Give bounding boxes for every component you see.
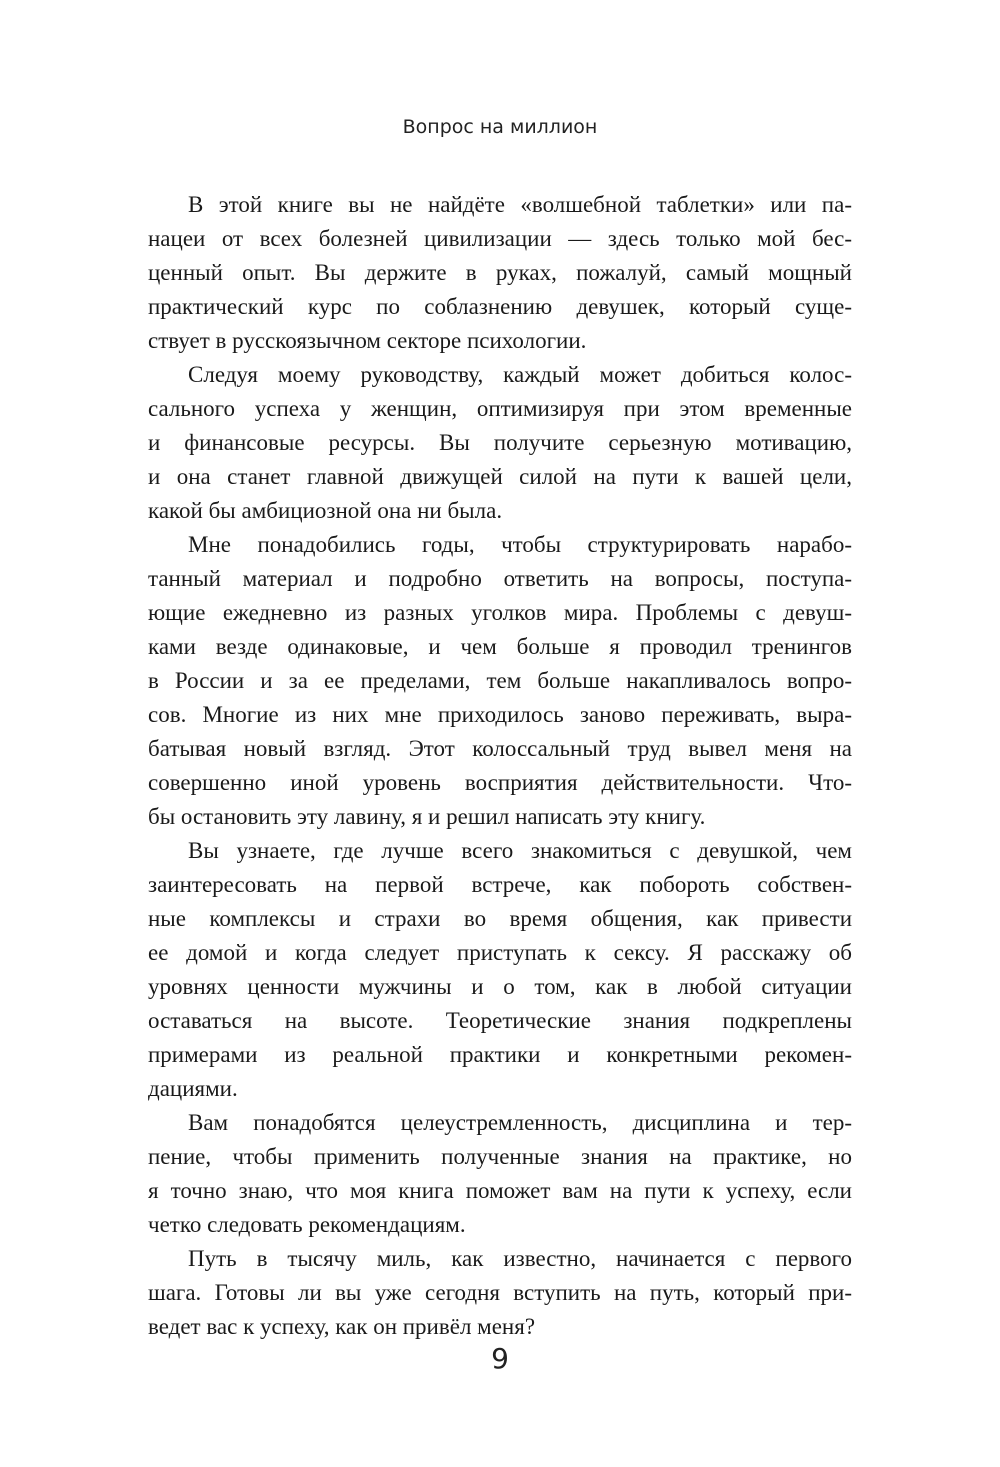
text-line: ные комплексы и страхи во время общения, как привести: [148, 906, 852, 931]
paragraph: [148, 358, 852, 528]
text-line: и финансовые ресурсы. Вы получите серьезную мотивацию,: [148, 430, 852, 455]
text-line: танный материал и подробно ответить на вопросы, поступа-: [148, 566, 852, 591]
text-line: в России и за ее пределами, тем больше накапливалось вопро-: [148, 668, 852, 693]
text-line: шага. Готовы ли вы уже сегодня вступить на путь, который при-: [148, 1280, 852, 1305]
text-line: я точно знаю, что моя книга поможет вам на пути к успеху, если: [148, 1178, 852, 1203]
text-line: и она станет главной движущей силой на пути к вашей цели,: [148, 464, 852, 489]
text-line: ценный опыт. Вы держите в руках, пожалуй, самый мощный: [148, 260, 852, 285]
text-line: оставаться на высоте. Теоретические знания подкреплены: [148, 1008, 852, 1033]
text-line: Вы узнаете, где лучше всего знакомиться с девушкой, чем: [188, 838, 852, 863]
text-line: ствует в русскоязычном секторе психологии.: [148, 328, 587, 353]
text-line: Вам понадобятся целеустремленность, дисциплина и тер-: [188, 1110, 852, 1135]
text-line: дациями.: [148, 1076, 238, 1101]
text-line: уровнях ценности мужчины и о том, как в любой ситуации: [148, 974, 852, 999]
text-line: ее домой и когда следует приступать к сексу. Я расскажу об: [148, 940, 852, 965]
text-line: Мне понадобились годы, чтобы структурировать нарабо-: [188, 532, 852, 557]
text-line: Следуя моему руководству, каждый может добиться колос-: [188, 362, 852, 387]
paragraph: [148, 1242, 852, 1344]
running-header: Вопрос на миллион: [402, 116, 598, 138]
text-line: сального успеха у женщин, оптимизируя при этом временные: [148, 396, 852, 421]
text-line: нацеи от всех болезней цивилизации — здесь только мой бес-: [148, 226, 852, 251]
text-line: Путь в тысячу миль, как известно, начинается с первого: [188, 1246, 852, 1271]
text-line: какой бы амбициозной она ни была.: [148, 498, 503, 523]
page-number: 9: [491, 1342, 509, 1375]
paragraph: [148, 834, 852, 1106]
text-line: практический курс по соблазнению девушек, который суще-: [148, 294, 852, 319]
text-line: примерами из реальной практики и конкретными рекомен-: [148, 1042, 852, 1067]
paragraph: [148, 188, 852, 358]
text-line: ющие ежедневно из разных уголков мира. Проблемы с девуш-: [148, 600, 852, 625]
body-text: [148, 188, 852, 1344]
paragraph: [148, 1106, 852, 1242]
text-line: бы остановить эту лавину, я и решил написать эту книгу.: [148, 804, 706, 829]
text-line: пение, чтобы применить полученные знания на практике, но: [148, 1144, 852, 1169]
text-line: В этой книге вы не найдёте «волшебной таблетки» или па-: [188, 192, 852, 217]
text-line: ведет вас к успеху, как он привёл меня?: [148, 1314, 536, 1339]
text-line: батывая новый взгляд. Этот колоссальный труд вывел меня на: [148, 736, 852, 761]
text-line: ками везде одинаковые, и чем больше я проводил тренингов: [148, 634, 852, 659]
text-line: заинтересовать на первой встрече, как побороть собствен-: [148, 872, 852, 897]
text-line: четко следовать рекомендациям.: [148, 1212, 466, 1237]
paragraph: [148, 528, 852, 834]
text-line: сов. Многие из них мне приходилось заново переживать, выра-: [148, 702, 852, 727]
text-line: совершенно иной уровень восприятия действительности. Что-: [148, 770, 852, 795]
